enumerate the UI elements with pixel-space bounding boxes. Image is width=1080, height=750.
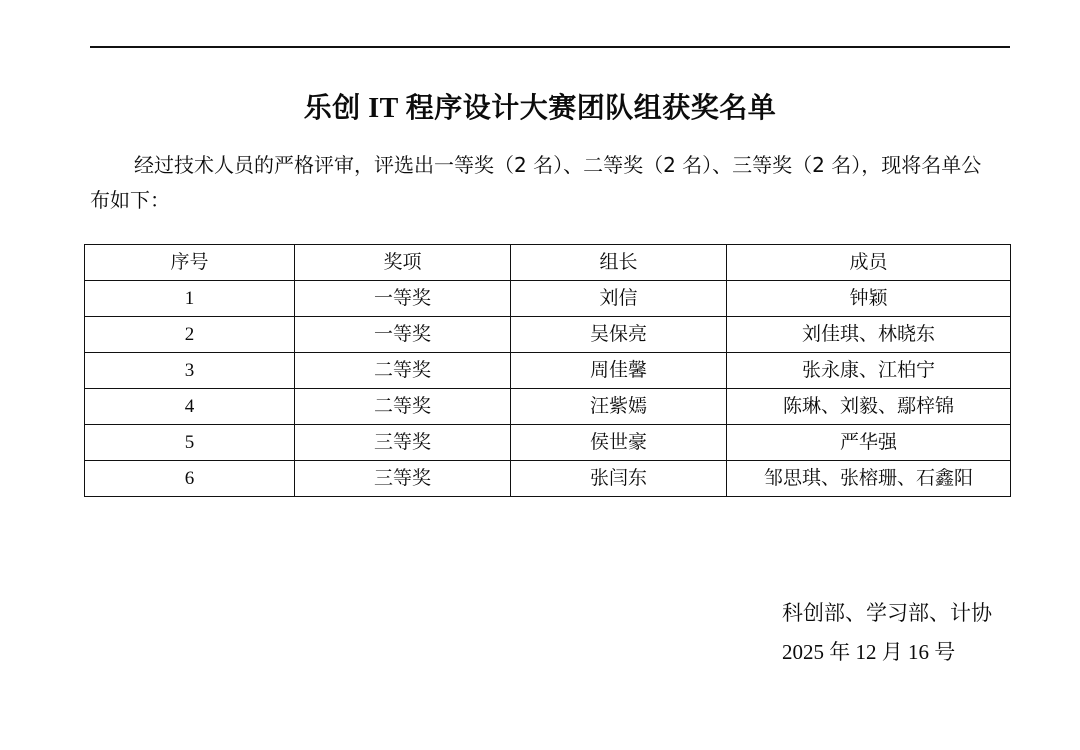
table-row — [85, 425, 1011, 461]
cell-members: 严华强 — [727, 425, 1011, 461]
cell-index: 6 — [85, 461, 295, 497]
cell-leader: 吴保亮 — [511, 317, 727, 353]
cell-award: 一等奖 — [295, 317, 511, 353]
cell-award: 一等奖 — [295, 281, 511, 317]
header-divider — [90, 46, 1010, 48]
table-row — [85, 461, 1011, 497]
table-row — [85, 353, 1011, 389]
intro-text: 经过技术人员的严格评审，评选出一等奖（2 名）、二等奖（2 名）、三等奖（2 名），现将名单公布如下： — [90, 153, 982, 212]
cell-award: 二等奖 — [295, 389, 511, 425]
cell-award: 三等奖 — [295, 461, 511, 497]
cell-index: 4 — [85, 389, 295, 425]
cell-members: 钟颖 — [727, 281, 1011, 317]
cell-award: 三等奖 — [295, 425, 511, 461]
cell-index: 3 — [85, 353, 295, 389]
table-header-cell: 序号 — [85, 245, 295, 281]
intro-paragraph — [80, 148, 1000, 218]
table-header-row — [85, 245, 1011, 281]
cell-members: 陈琳、刘毅、鄢梓锦 — [727, 389, 1011, 425]
cell-leader: 周佳馨 — [511, 353, 727, 389]
cell-members: 刘佳琪、林晓东 — [727, 317, 1011, 353]
table-header-cell: 成员 — [727, 245, 1011, 281]
signature-date: 2025 年 12 月 16 号 — [782, 640, 956, 665]
page-title: 乐创 IT 程序设计大赛团队组获奖名单 — [303, 93, 777, 124]
cell-leader: 侯世豪 — [511, 425, 727, 461]
table-row — [85, 389, 1011, 425]
table-header-cell: 奖项 — [295, 245, 511, 281]
signature-block — [782, 594, 992, 672]
cell-index: 1 — [85, 281, 295, 317]
award-table — [84, 244, 1011, 497]
cell-index: 2 — [85, 317, 295, 353]
cell-index: 5 — [85, 425, 295, 461]
table-row — [85, 281, 1011, 317]
cell-leader: 刘信 — [511, 281, 727, 317]
cell-members: 邹思琪、张榕珊、石鑫阳 — [727, 461, 1011, 497]
table-row — [85, 317, 1011, 353]
table-header-cell: 组长 — [511, 245, 727, 281]
document-page — [0, 46, 1080, 750]
cell-award: 二等奖 — [295, 353, 511, 389]
cell-members: 张永康、江柏宁 — [727, 353, 1011, 389]
signature-org: 科创部、学习部、计协 — [782, 601, 992, 626]
cell-leader: 张闫东 — [511, 461, 727, 497]
cell-leader: 汪紫嫣 — [511, 389, 727, 425]
